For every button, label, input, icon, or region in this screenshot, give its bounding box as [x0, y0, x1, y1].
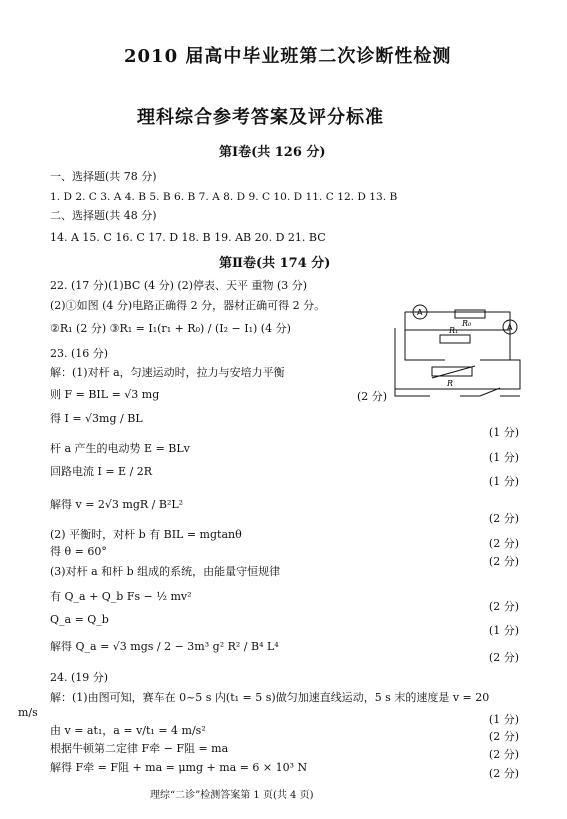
q23-line-1: 解：(1)对杆 a，匀速运动时，拉力与安培力平衡 — [50, 366, 285, 379]
q23-line-2-score: (2 分) — [357, 390, 388, 403]
q24-line-1-score: (1 分) — [488, 713, 519, 726]
q23-line-9: (3)对杆 a 和杆 b 组成的系统，由能量守恒规律 — [50, 565, 281, 578]
answer-key-title: 理科综合参考答案及评分标准 — [137, 107, 384, 128]
q23-line-11: Q_a = Q_b — [50, 613, 109, 626]
q24-line-4: 解得 F牵 = F阻 + ma = μmg + ma = 6 × 10³ N — [50, 761, 308, 774]
q23-line-5-score: (1 分) — [488, 475, 519, 488]
q23-line-3: 得 I = √3mg / BL — [50, 412, 143, 425]
rheostat-left-wire — [395, 328, 430, 396]
q23-line-10: 有 Q_a + Q_b Fs − ½ mv² — [50, 590, 192, 603]
resistor-r0 — [455, 310, 485, 318]
lower-right-wire — [470, 360, 520, 389]
mc-answers-1: 1. D 2. C 3. A 4. B 5. B 6. B 7. A 8. D 9. C 10. D 11. C 12. D 13. B — [50, 191, 398, 203]
q24-line-2-score: (2 分) — [488, 730, 519, 743]
q22-line-1: 22. (17 分)(1)BC (4 分) (2)停表、天平 重物 (3 分) — [50, 279, 308, 292]
section-1-heading: 第Ⅰ卷(共 126 分) — [219, 145, 326, 160]
resistor-r0-label: R₀ — [462, 319, 472, 328]
ammeter-1-label: A — [417, 308, 423, 317]
q24-heading: 24. (19 分) — [50, 671, 109, 684]
q23-line-4: 杆 a 产生的电动势 E = BLv — [50, 442, 190, 455]
q23-line-2: 则 F = BIL = √3 mg — [50, 388, 160, 401]
q23-line-8-score: (2 分) — [488, 555, 519, 568]
q24-line-3-score: (2 分) — [488, 748, 519, 761]
q23-line-12: 解得 Q_a = √3 mgs / 2 − 3m³ g² R² / B⁴ L⁴ — [50, 640, 279, 653]
q23-line-4-score: (1 分) — [488, 451, 519, 464]
q23-line-7-score: (2 分) — [488, 537, 519, 550]
q24-line-4-score: (2 分) — [488, 767, 519, 780]
q23-line-6-score: (2 分) — [488, 512, 519, 525]
mc-heading-1: 一、选择题(共 78 分) — [50, 170, 157, 183]
q23-line-12-score: (2 分) — [488, 651, 519, 664]
q24-line-2: 由 v = at₁，a = v/t₁ = 4 m/s² — [50, 724, 206, 737]
q24-line-1: 解：(1)由图可知，赛车在 0~5 s 内(t₁ = 5 s)做匀加速直线运动，5 s 末的速度是 v = 20 — [50, 691, 490, 704]
q24-line-3: 根据牛顿第二定律 F牵 − F阻 = ma — [50, 742, 229, 755]
ammeter-2-label: A — [507, 323, 513, 332]
resistor-r1 — [440, 335, 470, 343]
q23-line-11-score: (1 分) — [488, 624, 519, 637]
mc-answers-2: 14. A 15. C 16. C 17. D 18. B 19. AB 20. D 21. BC — [50, 231, 326, 244]
q22-line-2: (2)①如图 (4 分)电路正确得 2 分，器材正确可得 2 分。 — [50, 299, 326, 312]
q23-line-10-score: (2 分) — [488, 600, 519, 613]
mc-heading-2: 二、选择题(共 48 分) — [50, 209, 157, 222]
left-wire — [405, 330, 445, 360]
section-2-heading: 第Ⅱ卷(共 174 分) — [219, 256, 331, 271]
q23-line-8: 得 θ = 60° — [50, 545, 107, 558]
q23-line-6: 解得 v = 2√3 mgR / B²L² — [50, 498, 184, 511]
right-wire — [480, 330, 510, 360]
rheostat-label: R — [447, 379, 454, 388]
q23-line-7: (2) 平衡时，对杆 b 有 BIL = mgtanθ — [50, 528, 242, 541]
document-title: 2010 届高中毕业班第二次诊断性检测 — [124, 46, 452, 67]
page-footer: 理综“二诊”检测答案第 1 页(共 4 页) — [150, 790, 314, 801]
q23-line-3-score: (1 分) — [488, 426, 519, 439]
q22-line-3: ②R₁ (2 分) ③R₁ = I₁(r₁ + R₀) / (I₂ − I₁) (4 分) — [50, 322, 291, 335]
q23-line-5: 回路电流 I = E / 2R — [50, 465, 153, 478]
resistor-r1-label: R₁ — [449, 326, 459, 335]
q23-heading: 23. (16 分) — [50, 347, 109, 360]
q24-line-1-continued: m/s — [18, 706, 38, 719]
